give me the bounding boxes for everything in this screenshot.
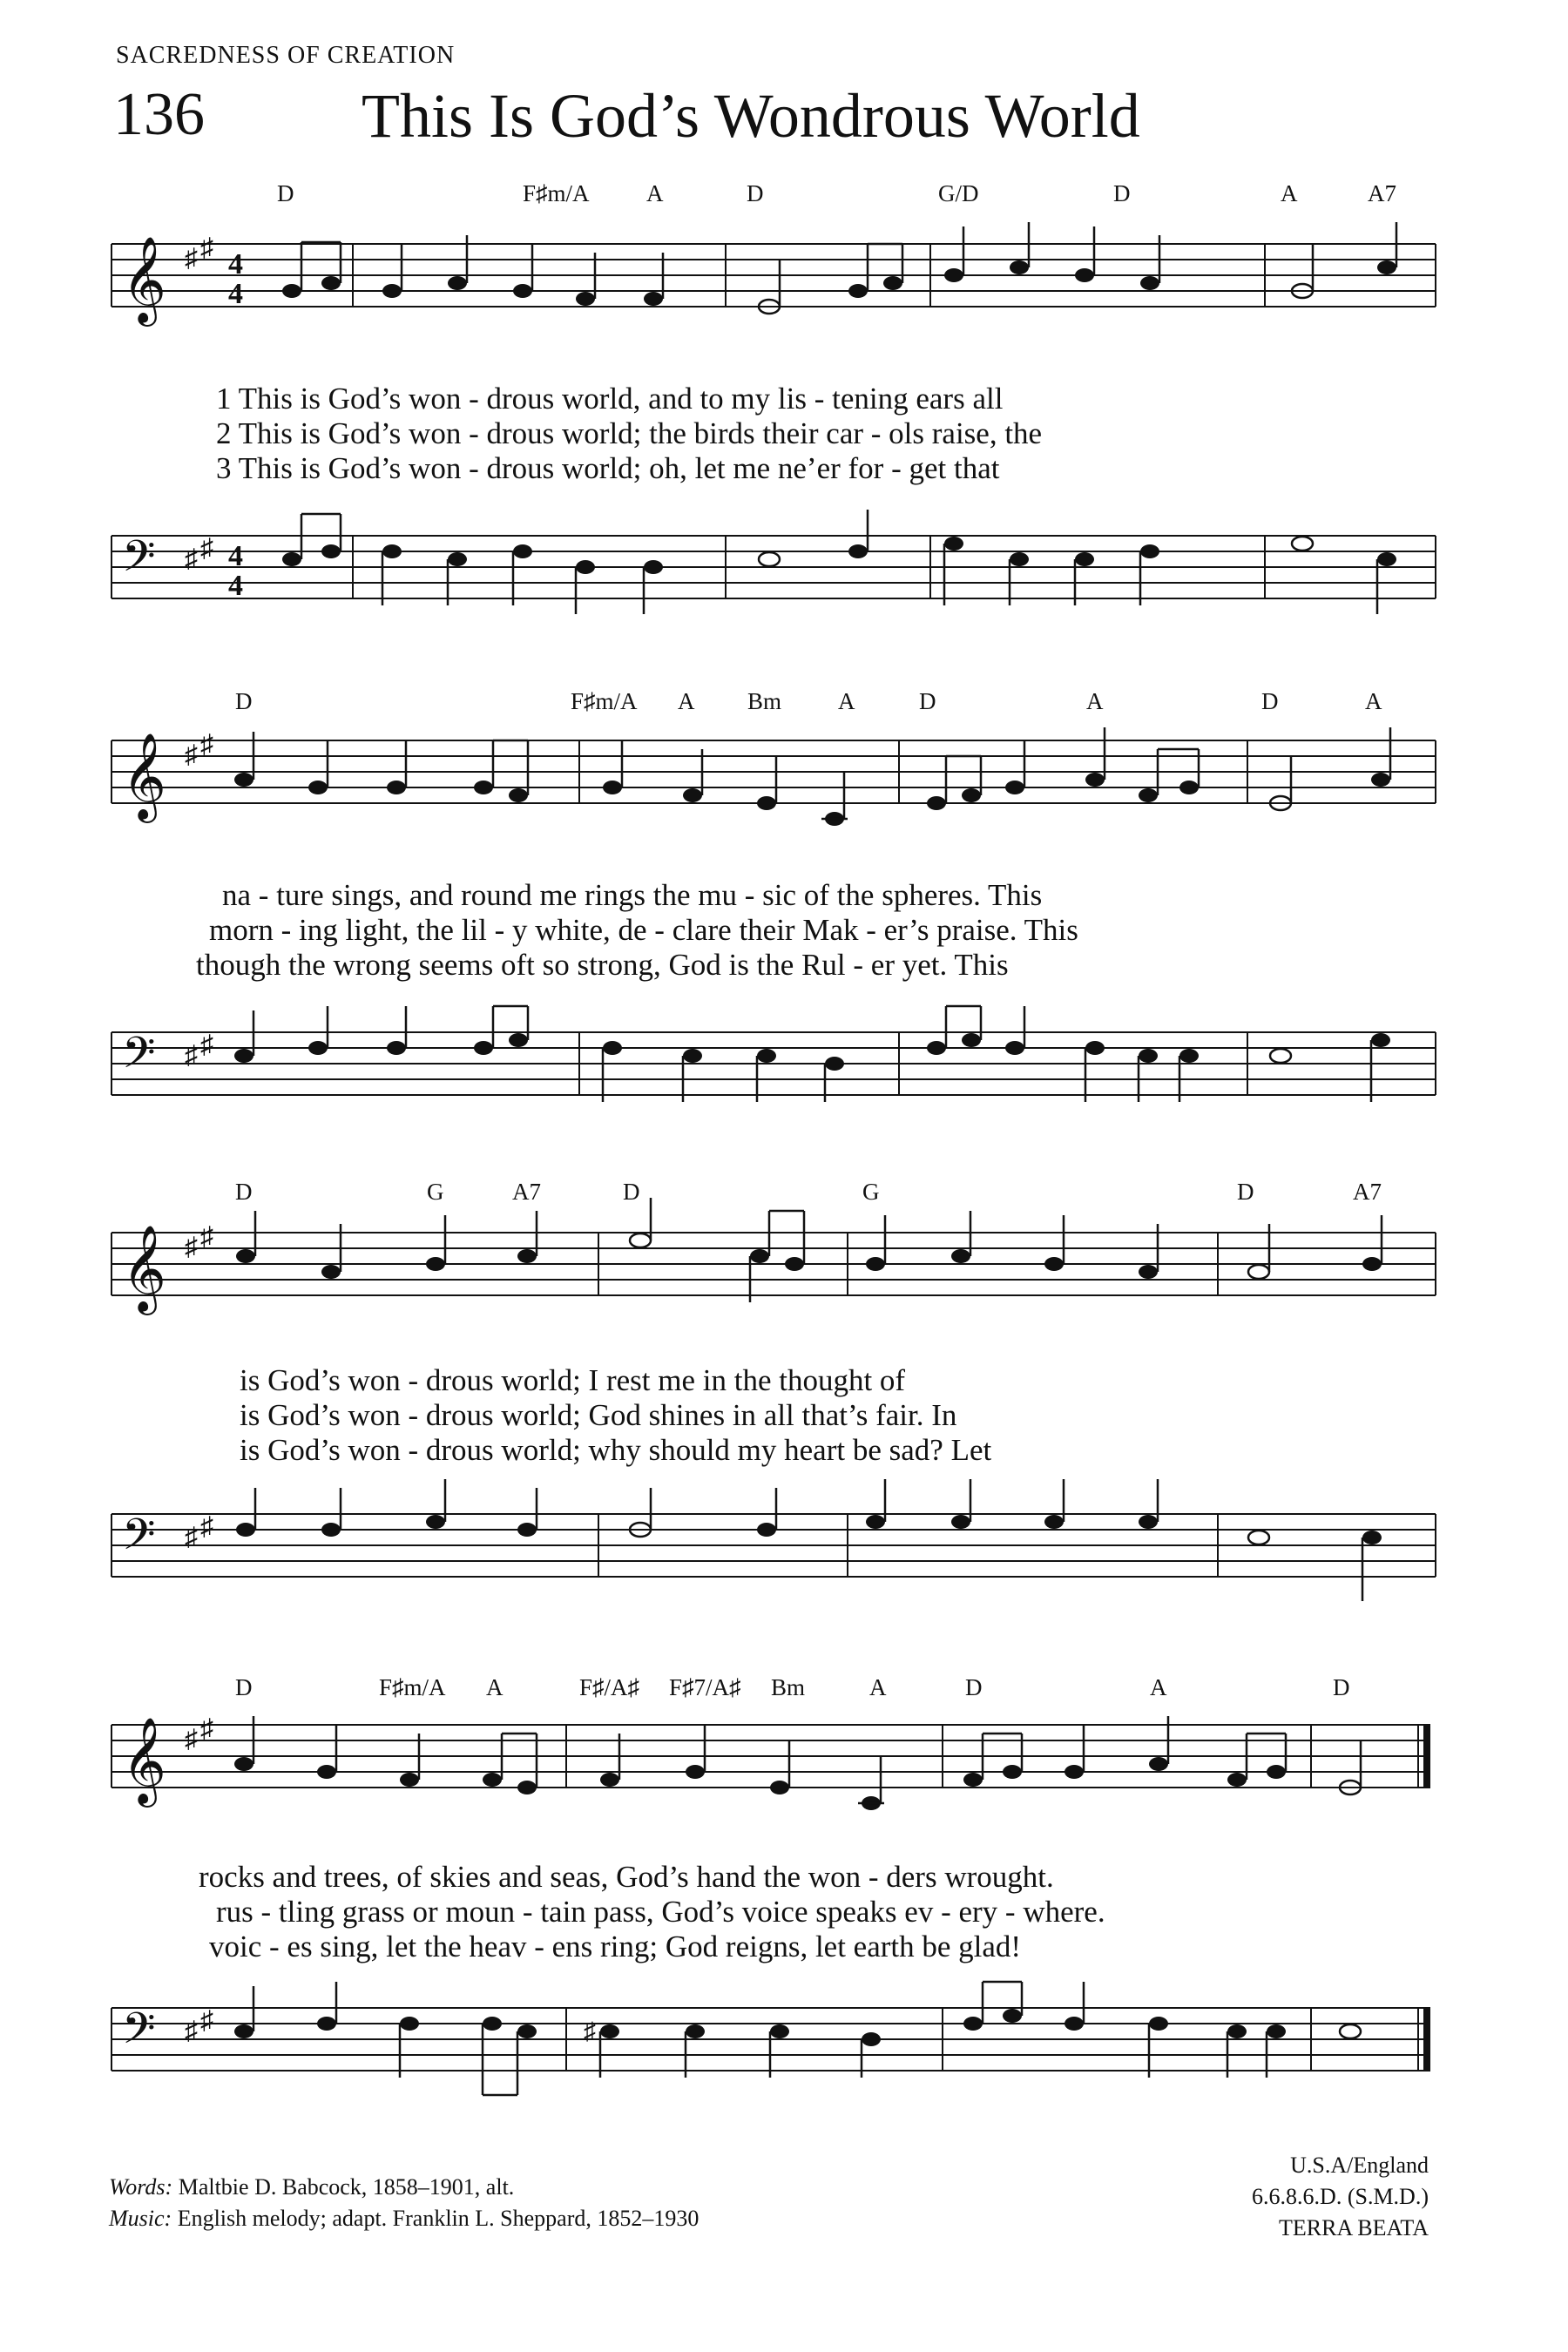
music-credit	[109, 2203, 699, 2234]
verse-3-line: though the wrong seems oft so strong, God is the Rul - er yet. This	[196, 948, 1009, 982]
chord-symbol: D	[235, 1179, 253, 1205]
tune-name: TERRA BEATA	[1279, 2215, 1429, 2240]
verse-3-line: is God’s won - drous world; why should my heart be sad? Let	[240, 1433, 992, 1467]
chord-symbol: D	[277, 180, 294, 206]
chord-symbol: A	[1150, 1674, 1167, 1700]
svg-text:♯: ♯	[200, 233, 213, 262]
chord-symbol: F♯m/A	[571, 688, 638, 714]
chord-symbol: A7	[1368, 180, 1396, 206]
treble-staff	[0, 1206, 1568, 1381]
verse-1-line: is God’s won - drous world; I rest me in the thought of	[240, 1363, 906, 1397]
chord-symbol: D	[1261, 688, 1279, 714]
chord-symbol: F♯7/A♯	[669, 1674, 741, 1700]
verse-1-line: 1 This is God’s won - drous world, and to my lis - tening ears all	[216, 382, 1004, 416]
tune-info	[1252, 2150, 1429, 2244]
svg-text:♯: ♯	[185, 544, 198, 573]
svg-text:𝄢: 𝄢	[122, 1028, 156, 1089]
chord-symbol: A	[1281, 180, 1298, 206]
hymn-number: 136	[113, 81, 205, 148]
svg-text:♯: ♯	[200, 1031, 213, 1059]
svg-text:𝄞: 𝄞	[122, 236, 166, 323]
credits	[109, 2172, 699, 2234]
svg-text:𝄢: 𝄢	[122, 1510, 156, 1571]
chord-symbol: D	[747, 180, 764, 206]
chord-symbol: D	[235, 1674, 253, 1700]
chord-symbol: G	[427, 1179, 444, 1205]
chord-symbol: F♯m/A	[379, 1674, 446, 1700]
svg-text:♯: ♯	[185, 2017, 198, 2045]
treble-staff	[0, 714, 1568, 889]
bass-staff	[0, 1006, 1568, 1146]
chord-symbol: D	[1237, 1179, 1254, 1205]
verse-1-line: na - ture sings, and round me rings the mu - sic of the spheres. This	[222, 878, 1043, 912]
svg-text:4: 4	[228, 278, 243, 310]
svg-text:♯: ♯	[200, 2006, 213, 2035]
chord-symbol: F♯m/A	[523, 180, 590, 206]
svg-text:𝄞: 𝄞	[122, 1225, 166, 1312]
svg-text:4: 4	[228, 570, 243, 602]
bass-staff	[0, 1982, 1568, 2139]
treble-staff	[0, 218, 1568, 392]
tune-meter: 6.6.8.6.D. (S.M.D.)	[1252, 2184, 1429, 2209]
svg-text:♯: ♯	[200, 730, 213, 759]
words-label: Words:	[109, 2174, 173, 2200]
svg-text:4: 4	[228, 540, 243, 572]
svg-text:♯: ♯	[200, 534, 213, 563]
chord-symbol: A	[838, 688, 855, 714]
svg-text:♯: ♯	[185, 1041, 198, 1070]
chord-symbol: A	[678, 688, 695, 714]
svg-text:♯: ♯	[185, 1233, 198, 1261]
svg-text:♯: ♯	[185, 1523, 198, 1551]
chord-symbol: D	[1113, 180, 1131, 206]
chord-symbol: Bm	[747, 688, 782, 714]
verse-3-line: 3 This is God’s won - drous world; oh, let me ne’er for - get that	[216, 451, 1000, 485]
svg-text:♯: ♯	[584, 2018, 596, 2045]
chord-symbol: A	[869, 1674, 887, 1700]
chord-symbol: G/D	[938, 180, 979, 206]
tune-origin: U.S.A/England	[1290, 2153, 1429, 2178]
chord-symbol: D	[235, 688, 253, 714]
section-label: SACREDNESS OF CREATION	[116, 42, 456, 69]
verse-2-line: rus - tling grass or moun - tain pass, God’s voice speaks ev - ery - where.	[216, 1895, 1105, 1929]
treble-staff	[0, 1699, 1568, 1873]
chord-symbol: D	[919, 688, 936, 714]
hymn-title: This Is God’s Wondrous World	[362, 81, 1140, 151]
chord-symbol: G	[862, 1179, 880, 1205]
words-credit	[109, 2172, 699, 2203]
chord-symbol: D	[1333, 1674, 1350, 1700]
chord-symbol: Bm	[771, 1674, 806, 1700]
chord-symbol: F♯/A♯	[579, 1674, 640, 1700]
svg-text:𝄢: 𝄢	[122, 531, 156, 592]
chord-symbol: A7	[1353, 1179, 1382, 1205]
verse-2-line: 2 This is God’s won - drous world; the birds their car - ols raise, the	[216, 416, 1043, 450]
chord-symbol: A	[486, 1674, 504, 1700]
verse-1-line: rocks and trees, of skies and seas, God’s hand the won - ders wrought.	[199, 1860, 1054, 1894]
chord-symbol: D	[965, 1674, 983, 1700]
svg-text:4: 4	[228, 248, 243, 280]
chord-symbol: D	[623, 1179, 640, 1205]
bass-staff	[0, 510, 1568, 649]
verse-2-line: is God’s won - drous world; God shines in all that’s fair. In	[240, 1398, 957, 1432]
svg-text:𝄞: 𝄞	[122, 733, 166, 820]
chord-symbol: A	[646, 180, 664, 206]
svg-text:♯: ♯	[185, 1725, 198, 1754]
verse-2-line: morn - ing light, the lil - y white, de - clare their Mak - er’s praise. This	[209, 913, 1078, 947]
svg-text:♯: ♯	[200, 1714, 213, 1743]
svg-text:♯: ♯	[200, 1222, 213, 1251]
svg-text:♯: ♯	[185, 244, 198, 273]
svg-text:♯: ♯	[185, 740, 198, 769]
music-label: Music:	[109, 2206, 172, 2231]
words-author: Maltbie D. Babcock, 1858–1901, alt.	[178, 2174, 515, 2200]
verse-3-line: voic - es sing, let the heav - ens ring; God reigns, let earth be glad!	[209, 1930, 1022, 1963]
svg-text:𝄞: 𝄞	[122, 1717, 166, 1804]
chord-symbol: A7	[512, 1179, 541, 1205]
chord-symbol: A	[1086, 688, 1104, 714]
music-source: English melody; adapt. Franklin L. Sheppard, 1852–1930	[177, 2206, 700, 2231]
svg-text:♯: ♯	[200, 1512, 213, 1541]
chord-symbol: A	[1365, 688, 1382, 714]
svg-text:𝄢: 𝄢	[122, 2004, 156, 2065]
bass-staff	[0, 1488, 1568, 1627]
